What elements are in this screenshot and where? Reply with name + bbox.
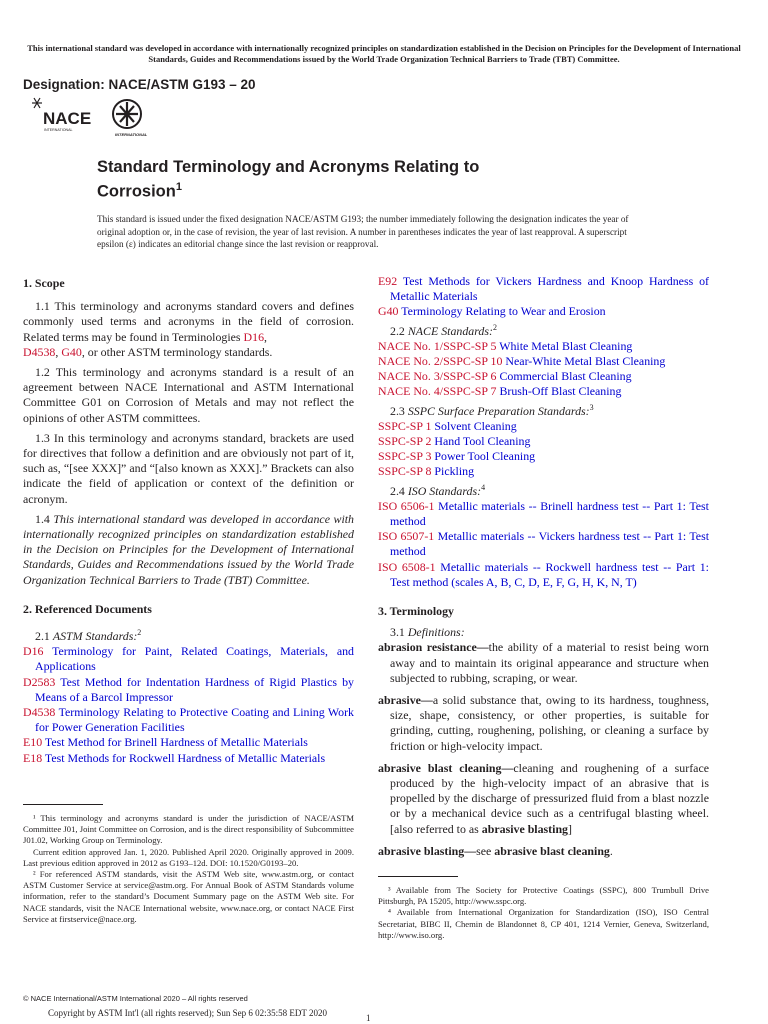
section-terminology-heading: 3. Terminology	[378, 603, 454, 618]
iso-refs-list	[378, 499, 709, 590]
ref-code-link[interactable]: NACE No. 4/SSPC-SP 7	[378, 384, 497, 399]
astm-refs-list	[23, 644, 354, 766]
ref-code-link[interactable]: E10	[23, 735, 43, 750]
ref-title-link[interactable]: Metallic materials -- Rockwell hardness test -- Part 1: Test method (scales A, B, C, D, E, F, G, H, K, N, T)	[390, 559, 709, 589]
sspc-ref-1	[378, 419, 709, 434]
top-notice: This international standard was developed in accordance with internationally recognized principles on standardization established in the Decision on Principles for the Development of International Standards, Guides and Recommendations issued by the World Trade Organization Technical Barriers to Trade (TBT) Committee.	[27, 43, 741, 64]
intro-paragraph: This standard is issued under the fixed designation NACE/ASTM G193; the number immediately following the designation indicates the year of original adoption or, in the case of revision, the year of last revision. A number in parentheses indicates the year of last reapproval. A superscript epsilon (ε) indicates an editorial change since the last revision or reapproval.	[97, 214, 629, 249]
ref-title-link[interactable]: Test Method for Indentation Hardness of Rigid Plastics by Means of a Barcol Impressor	[35, 674, 354, 704]
term-name: abrasive—	[378, 692, 433, 707]
nace-ref-3	[378, 369, 709, 384]
term-entry: abrasion resistance—the ability of a material to resist being worn away and to maintain its original appearance and structure when subjected to rubbing, scraping, or wear.	[378, 640, 710, 685]
ref-title-link[interactable]: Test Method for Brinell Hardness of Metallic Materials	[42, 735, 308, 750]
page-title	[97, 157, 657, 202]
sspc-refs-list	[378, 419, 709, 480]
term-name: abrasive blasting—	[378, 843, 477, 858]
ref-link-d4538[interactable]: D4538	[23, 344, 56, 359]
ref-code-link[interactable]: NACE No. 2/SSPC-SP 10	[378, 353, 503, 368]
ref-code-link[interactable]: D16	[23, 644, 44, 659]
astm-ref-e18	[23, 751, 354, 766]
term-name: abrasion resistance—	[378, 640, 489, 655]
nace-logo-icon	[30, 94, 150, 142]
ref-code-link[interactable]: NACE No. 3/SSPC-SP 6	[378, 369, 497, 384]
ref-title-link[interactable]: Pickling	[431, 464, 475, 479]
ref-title-link[interactable]: White Metal Blast Cleaning	[496, 338, 633, 353]
ref-code-link[interactable]: D4538	[23, 705, 56, 720]
ref-code-link[interactable]: D2583	[23, 674, 56, 689]
ref-link-d16[interactable]: D16	[243, 329, 265, 344]
ref-title-link[interactable]: Metallic materials -- Vickers hardness test -- Part 1: Test method	[390, 529, 710, 559]
footnote-rule	[23, 804, 103, 805]
section-referenced-heading: 2. Referenced Documents	[23, 601, 152, 616]
nace-ref-1	[378, 339, 709, 354]
term-name: abrasive blast cleaning—	[378, 760, 514, 775]
page-number: 1	[366, 1013, 371, 1023]
ref-title-link[interactable]: Solvent Cleaning	[431, 418, 517, 433]
nace-logo-text: NACE	[43, 109, 92, 128]
astm-standards-label: 2.1 ASTM Standards:$^2$	[35, 628, 142, 644]
nace-ref-4	[378, 384, 709, 399]
iso-ref-2	[378, 529, 709, 559]
nace-logo-sub: INTERNATIONAL	[44, 128, 73, 132]
nace-standards-label: 2.2 NACE Standards:$^2$	[390, 322, 497, 338]
term-entry: abrasive—a solid substance that, owing to its hardness, toughness, size, shape, consistency, or other properties, is suitable for grinding, cutting, roughening, polishing, or cleaning a surface by friction or high-velocity impact.	[378, 692, 709, 753]
definitions-label: 3.1 Definitions:	[390, 625, 465, 640]
nace-refs-list	[378, 339, 709, 400]
ref-title-link[interactable]: Terminology Relating to Wear and Erosion	[398, 304, 606, 319]
term-entry: abrasive blasting—see abrasive blast cleaning.	[378, 843, 613, 858]
iso-ref-1	[378, 499, 709, 529]
ref-code-link[interactable]: SSPC-SP 1	[378, 418, 432, 433]
ref-title-link[interactable]: Commercial Blast Cleaning	[496, 369, 632, 384]
sspc-ref-4	[378, 464, 709, 479]
ref-code-link[interactable]: E18	[23, 750, 43, 765]
scope-para-2: 1.2 This terminology and acronyms standard is a result of an agreement between NACE International and ASTM International Committee G01 on Corrosion of Metals and may not reflect the opinions of other ASTM committees.	[23, 365, 354, 425]
logos	[30, 94, 150, 142]
ref-code-link[interactable]: ISO 6506-1	[378, 498, 435, 513]
ref-title-link[interactable]: Brush-Off Blast Cleaning	[496, 384, 622, 399]
astm-ref-e10	[23, 735, 354, 750]
designation: Designation: NACE/ASTM G193 – 20	[23, 77, 256, 92]
ref-code-link[interactable]: SSPC-SP 8	[378, 464, 432, 479]
terms-list	[378, 640, 709, 859]
footnote-1b: Current edition approved Jan. 1, 2020. Published April 2020. Originally approved in 2009. Last previous edition approved in 2012 as G193–12d. DOI: 10.1520/G0193–20.	[23, 846, 354, 868]
term-crossref: abrasive blasting	[481, 821, 568, 836]
bottom-notice: © NACE International/ASTM International 2020 – All rights reserved	[23, 994, 248, 1003]
astm-refs-list-cont	[378, 274, 709, 320]
ref-code-link[interactable]: ISO 6508-1	[378, 559, 436, 574]
ref-code-link[interactable]: NACE No. 1/SSPC-SP 5	[378, 338, 497, 353]
ref-title-link[interactable]: Test Methods for Rockwell Hardness of Metallic Materials	[42, 750, 326, 765]
nace-ref-2	[378, 354, 709, 369]
left-column	[23, 276, 354, 766]
iso-ref-3	[378, 560, 709, 590]
sspc-ref-2	[378, 434, 709, 449]
astm-ref-d4538	[23, 705, 354, 735]
ref-title-link[interactable]: Metallic materials -- Brinell hardness test -- Part 1: Test method	[390, 498, 709, 528]
title-footnote-mark: 1	[175, 181, 182, 193]
sspc-standards-label: 2.3 SSPC Surface Preparation Standards:$^3$	[390, 402, 594, 418]
ref-title-link[interactable]: Hand Tool Cleaning	[431, 433, 531, 448]
ref-code-link[interactable]: G40	[378, 304, 399, 319]
sspc-ref-3	[378, 449, 709, 464]
ref-title-link[interactable]: Near-White Metal Blast Cleaning	[502, 353, 666, 368]
term-entry: abrasive blast cleaning—cleaning and roughening of a surface produced by the high-velocity impact of an abrasive that is propelled by the discharge of pressurized fluid from a blast nozzle or by a mechanical device such as a centrifugal blasting wheel. [also referred to as abrasive blasting]	[378, 760, 710, 836]
ref-code-link[interactable]: SSPC-SP 3	[378, 449, 432, 464]
right-footnotes	[378, 876, 709, 941]
footnote-3: ³ Available from The Society for Protective Coatings (SSPC), 800 Trumbull Drive Pittsburgh, PA 15205, http://www.sspc.org.	[378, 885, 709, 907]
astm-logo-icon	[113, 100, 141, 128]
section-scope-heading: 1. Scope	[23, 276, 65, 290]
ref-code-link[interactable]: ISO 6507-1	[378, 529, 435, 544]
term-crossref: abrasive blast cleaning	[494, 843, 610, 858]
copyright-line: Copyright by ASTM Int'l (all rights reserved); Sun Sep 6 02:35:58 EDT 2020	[48, 1008, 327, 1018]
iso-standards-label: 2.4 ISO Standards:$^4$	[390, 482, 486, 498]
ref-link-g40[interactable]: G40	[61, 344, 82, 359]
ref-title-link[interactable]: Terminology Relating to Protective Coating and Lining Work for Power Generation Facilities	[35, 705, 354, 735]
astm-ref-e92	[378, 274, 709, 304]
astm-ref-d16	[23, 644, 354, 674]
footnote-2: ² For referenced ASTM standards, visit the ASTM Web site, www.astm.org, or contact ASTM Customer Service at service@astm.org. For Annual Book of ASTM Standards volume information, refer to the standard’s Document Summary page on the ASTM Web site. For NACE standards, visit the NACE International website, www.nace.org, or contact NACE First Service at firstservice@nace.org.	[23, 869, 354, 924]
title-line-2: Corrosion	[97, 182, 176, 201]
scope-para-4: 1.4 This international standard was developed in accordance with internationally recognized principles on standardization established in the Decision on Principles for the Development of International Standards, Guides and Recommendations issued by the World Trade Organization Technical Barriers to Trade (TBT) Committee.	[23, 511, 354, 587]
footnote-4: ⁴ Available from International Organization for Standardization (ISO), ISO Central Secretariat, BIBC II, Chemin de Blandonnet 8, CP 401, 1214 Vernier, Geneva, Switzerland, http://www.iso.org.	[378, 907, 709, 940]
scope-para-3: 1.3 In this terminology and acronyms standard, brackets are used for directives that follow a definition and are obviously not part of it, such as, “[see XXX]” and “[also known as XXX].” Brackets can also indicate the field of application or context of the definition or acronym.	[23, 430, 354, 506]
left-footnotes	[23, 804, 354, 925]
astm-logo-sub: INTERNATIONAL	[115, 132, 148, 137]
title-line-1: Standard Terminology and Acronyms Relating to	[97, 158, 480, 176]
scope-para-1: 1.1 This terminology and acronyms standard covers and defines commonly used terms and acronyms in the field of corrosion. Related terms may be found in Terminologies D16, D4538, G40, or other ASTM terminology standards.	[23, 299, 354, 359]
ref-title-link[interactable]: Test Methods for Vickers Hardness and Knoop Hardness of Metallic Materials	[390, 274, 709, 304]
ref-title-link[interactable]: Terminology for Paint, Related Coatings, Materials, and Applications	[35, 644, 354, 674]
ref-title-link[interactable]: Power Tool Cleaning	[431, 449, 536, 464]
right-column	[378, 274, 709, 866]
footnote-rule-right	[378, 876, 458, 877]
footnote-1: ¹ This terminology and acronyms standard is under the jurisdiction of NACE/ASTM Committee J01, Joint Committee on Corrosion, and is the direct responsibility of Subcommittee J01.02, Working Group on Terminology.	[23, 813, 354, 846]
ref-code-link[interactable]: SSPC-SP 2	[378, 433, 432, 448]
astm-ref-g40	[378, 304, 709, 319]
ref-code-link[interactable]: E92	[378, 274, 398, 288]
astm-ref-d2583	[23, 675, 354, 705]
